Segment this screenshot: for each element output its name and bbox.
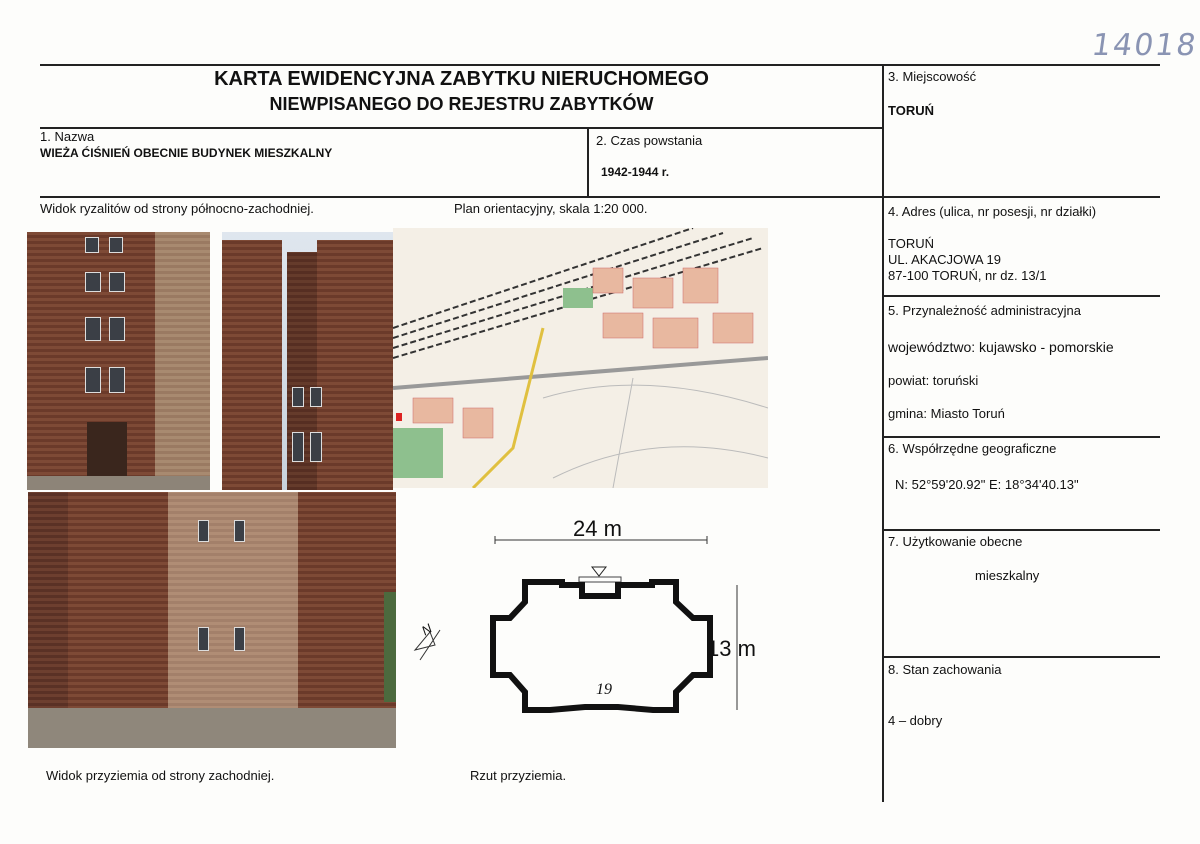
condition-label: 8. Stan zachowania xyxy=(888,662,1002,677)
caption-map: Plan orientacyjny, skala 1:20 000. xyxy=(454,201,648,216)
coords-value: N: 52°59'20.92" E: 18°34'40.13" xyxy=(895,477,1079,492)
date-value: 1942-1944 r. xyxy=(601,165,670,179)
condition-value: 4 – dobry xyxy=(888,713,943,728)
caption-photo-top: Widok ryzalitów od strony północno-zachodniej. xyxy=(40,201,314,216)
divider xyxy=(883,436,1160,438)
date-label: 2. Czas powstania xyxy=(596,133,703,148)
use-value: mieszkalny xyxy=(975,568,1040,583)
divider xyxy=(883,529,1160,531)
place-label: 3. Miejscowość xyxy=(888,69,977,84)
divider xyxy=(40,196,1160,198)
plan-width-label: 24 m xyxy=(573,516,622,541)
admin-label: 5. Przynależność administracyjna xyxy=(888,303,1081,318)
divider xyxy=(40,64,1160,66)
divider xyxy=(883,656,1160,658)
plan-number-label: 19 xyxy=(596,681,612,698)
divider xyxy=(40,127,883,129)
use-label: 7. Użytkowanie obecne xyxy=(888,534,1023,549)
address-line: 87-100 TORUŃ, nr dz. 13/1 xyxy=(888,268,1047,283)
card-subtitle: NIEWPISANEGO DO REJESTRU ZABYTKÓW xyxy=(269,94,654,114)
caption-plan: Rzut przyziemia. xyxy=(470,768,567,783)
divider xyxy=(587,127,589,197)
place-value: TORUŃ xyxy=(888,103,934,118)
address-line: UL. AKACJOWA 19 xyxy=(888,252,1001,267)
divider xyxy=(882,64,884,802)
address-line: TORUŃ xyxy=(888,236,934,251)
north-arrow-label: N xyxy=(418,620,435,639)
admin-commune: gmina: Miasto Toruń xyxy=(888,406,1005,421)
photo-ground-floor xyxy=(28,492,396,748)
admin-county: powiat: toruński xyxy=(888,373,979,388)
coords-label: 6. Współrzędne geograficzne xyxy=(888,441,1057,456)
name-value: WIEŻA ĆIŚNIEŃ OBECNIE BUDYNEK MIESZKALNY xyxy=(40,146,333,160)
name-label: 1. Nazwa xyxy=(40,129,95,144)
map-orientation xyxy=(393,228,768,488)
caption-photo-bottom: Widok przyziemia od strony zachodniej. xyxy=(46,768,275,783)
address-label: 4. Adres (ulica, nr posesji, nr działki) xyxy=(888,204,1097,219)
handwritten-number: 14018 xyxy=(1089,28,1200,63)
divider xyxy=(883,295,1160,297)
admin-voivodeship: województwo: kujawsko - pomorskie xyxy=(888,339,1114,355)
card-title: KARTA EWIDENCYJNA ZABYTKU NIERUCHOMEGO xyxy=(214,68,709,90)
photo-facade-left xyxy=(27,232,210,490)
photo-facade-risalits xyxy=(222,232,393,490)
plan-height-label: 13 m xyxy=(707,636,756,661)
